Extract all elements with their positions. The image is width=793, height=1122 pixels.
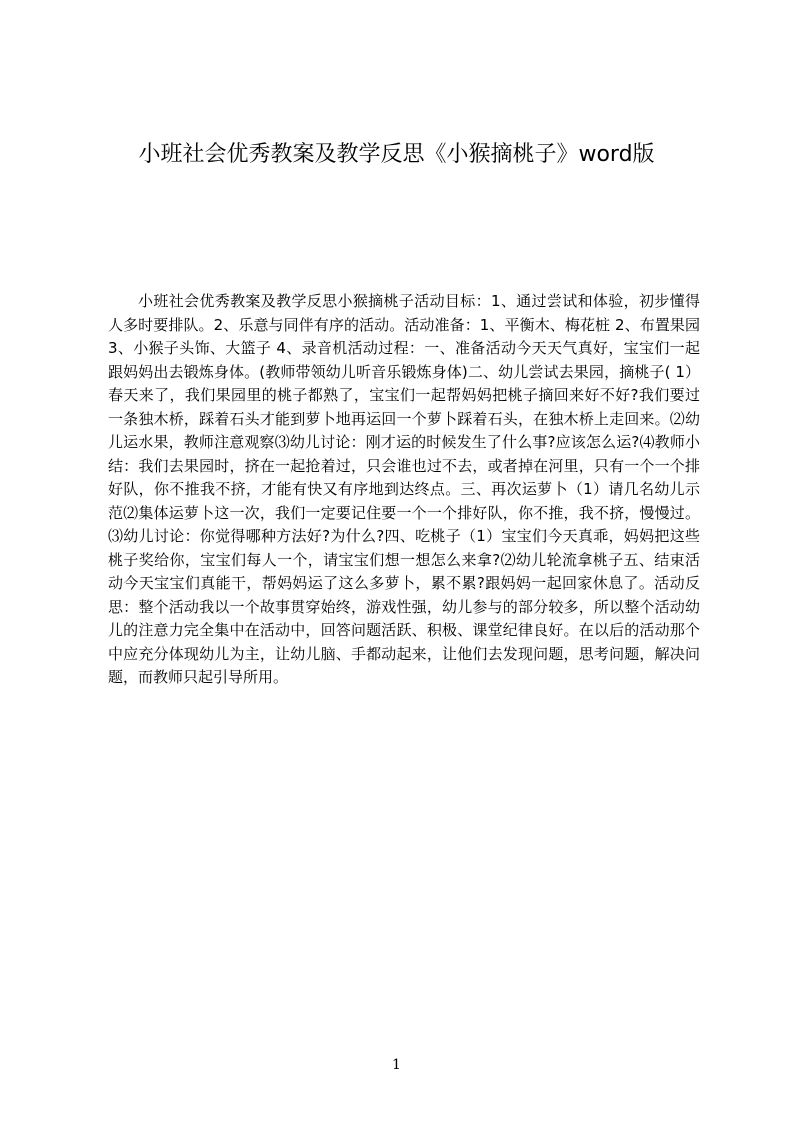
page-number: 1 (392, 1057, 401, 1073)
document-title: 小班社会优秀教案及教学反思《小猴摘桃子》word版 (138, 142, 655, 167)
document-body-paragraph: 小班社会优秀教案及教学反思小猴摘桃子活动目标：1、通过尝试和体验，初步懂得人多时要排队。2、乐意与同伴有序的活动。活动准备：1、平衡木、梅花桩 2、布置果园 3、小猴子头饰、大篮子 4、录音机活动过程：一、准备活动今天天气真好，宝宝们一起跟妈妈出去锻炼身体。(教师带领幼儿听音乐锻炼身体)二、幼儿尝试去果园，摘桃子( 1）春天来了，我们果园里的桃子都熟了，宝宝们一起帮妈妈把桃子摘回来好不好?我们要过一条独木桥，踩着石头才能到萝卜地再运回一个萝卜踩着石头，在独木桥上走回来。⑵幼儿运水果，教师注意观察⑶幼儿讨论：刚才运的时候发生了什么事?应该怎么运?⑷教师小结：我们去果园时，挤在一起抢着过，只会谁也过不去，或者掉在河里，只有一个一个排好队，你不推我不挤，才能有快又有序地到达终点。三、再次运萝卜（1）请几名幼儿示范⑵集体运萝卜这一次，我们一定要记住要一个一个排好队，你不推，我不挤，慢慢过。⑶幼儿讨论：你觉得哪种方法好?为什么?四、吃桃子（1）宝宝们今天真乖，妈妈把这些桃子奖给你，宝宝们每人一个，请宝宝们想一想怎么来拿?⑵幼儿轮流拿桃子五、结束活动今天宝宝们真能干，帮妈妈运了这么多萝卜，累不累?跟妈妈一起回家休息了。活动反思：整个活动我以一个故事贯穿始终，游戏性强，幼儿参与的部分较多，所以整个活动幼儿的注意力完全集中在活动中，回答问题活跃、积极、课堂纪律良好。在以后的活动那个中应充分体现幼儿为主，让幼儿脑、手都动起来，让他们去发现问题，思考问题，解决问题，而教师只起引导所用。 (108, 292, 700, 686)
